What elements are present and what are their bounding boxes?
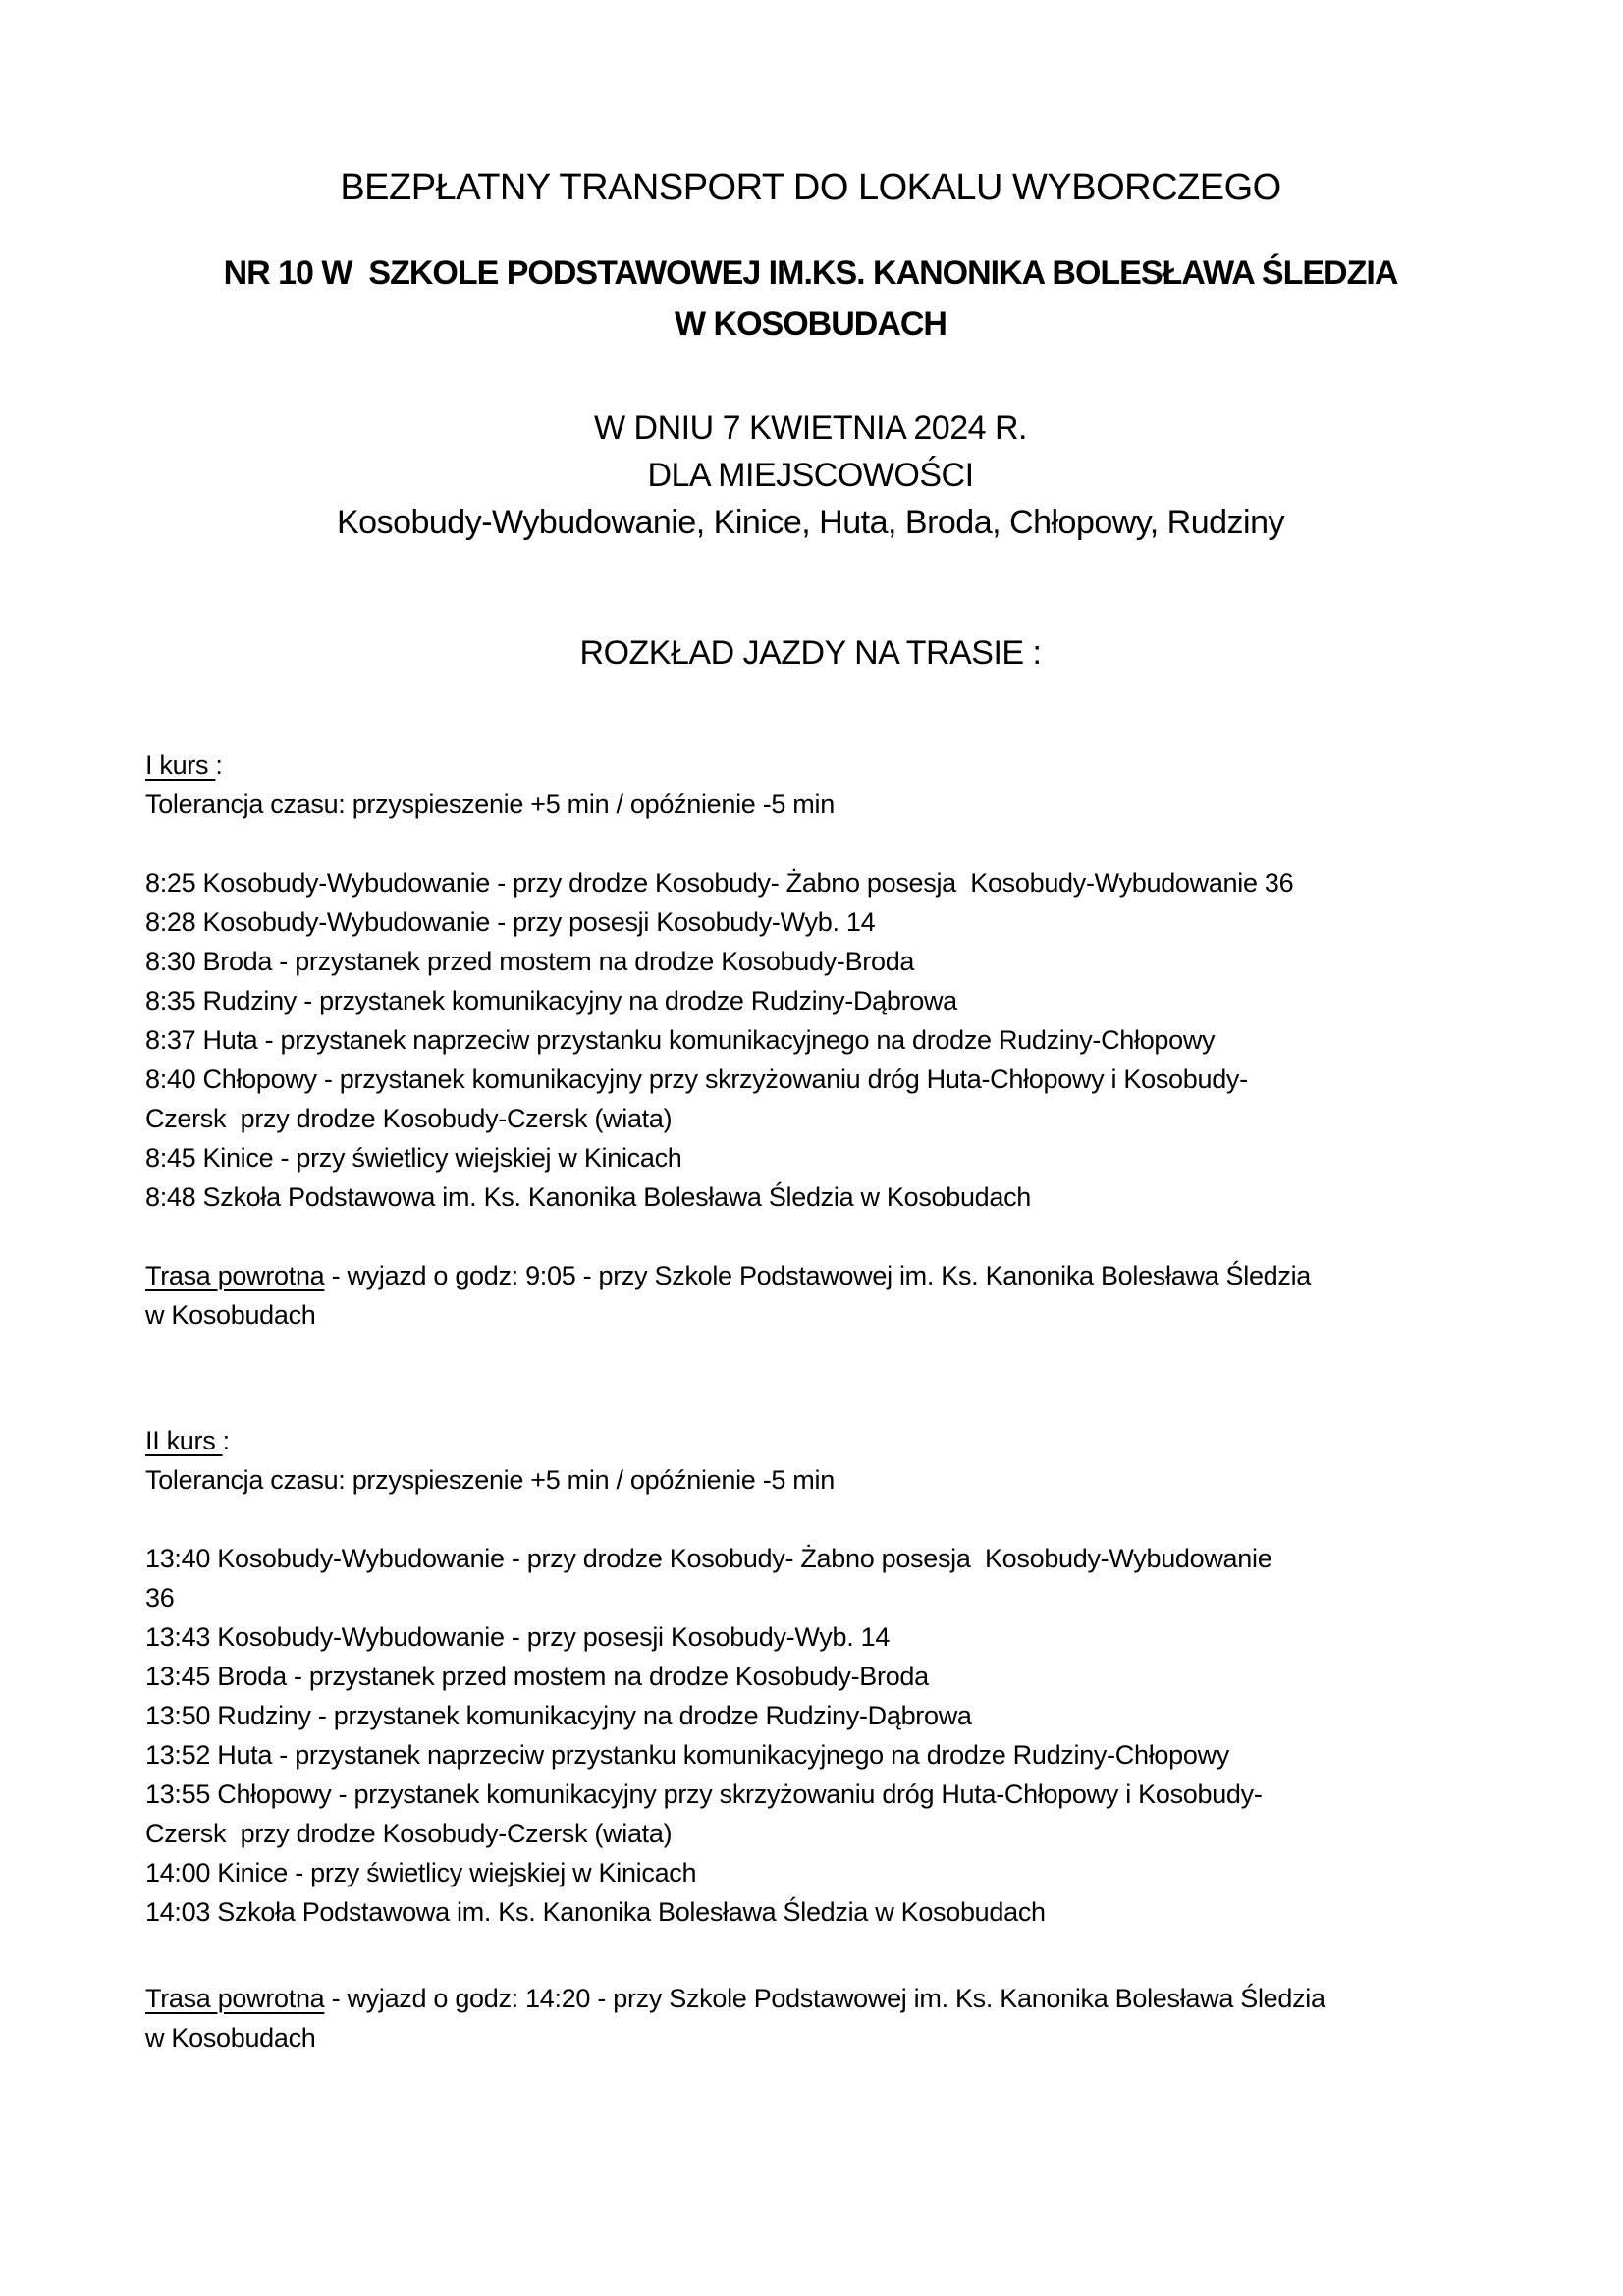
stop-line-wrap: 36 <box>145 1583 175 1613</box>
date-block <box>145 405 1476 546</box>
stop-line: 13:43 Kosobudy-Wybudowanie - przy posesji Kosobudy-Wyb. 14 <box>145 1622 891 1652</box>
polling-station-heading <box>145 247 1476 350</box>
stop-line: 8:45 Kinice - przy świetlicy wiejskiej w Kinicach <box>145 1143 682 1173</box>
stop-line: 8:40 Chłopowy - przystanek komunikacyjny przy skrzyżowaniu dróg Huta-Chłopowy i Kosobudy- <box>145 1065 1248 1094</box>
return-route-label: Trasa powrotna <box>145 1261 325 1290</box>
stop-line: 13:55 Chłopowy - przystanek komunikacyjny przy skrzyżowaniu dróg Huta-Chłopowy i Kosobudy- <box>145 1779 1263 1809</box>
stop-line: 14:03 Szkoła Podstawowa im. Ks. Kanonika Bolesława Śledzia w Kosobudach <box>145 1897 1046 1927</box>
localities-list-line: Kosobudy-Wybudowanie, Kinice, Huta, Broda, Chłopowy, Rudziny <box>336 504 1285 541</box>
stop-line: 8:35 Rudziny - przystanek komunikacyjny na drodze Rudziny-Dąbrowa <box>145 986 957 1015</box>
stop-line: 8:48 Szkoła Podstawowa im. Ks. Kanonika Bolesława Śledzia w Kosobudach <box>145 1182 1032 1212</box>
polling-station-heading-line-2: W KOSOBUDACH <box>675 305 947 343</box>
election-date-line: W DNIU 7 KWIETNIA 2024 R. <box>594 410 1027 447</box>
stop-line: 8:37 Huta - przystanek naprzeciw przystanku komunikacyjnego na drodze Rudziny-Chłopowy <box>145 1025 1216 1055</box>
blank-line <box>145 824 1476 863</box>
stop-line-wrap: Czersk przy drodze Kosobudy-Czersk (wiata) <box>145 1819 673 1848</box>
kurs-1-tolerance: Tolerancja czasu: przyspieszenie +5 min / opóźnienie -5 min <box>145 790 835 819</box>
blank-line <box>145 1500 1476 1539</box>
stop-line: 8:30 Broda - przystanek przed mostem na drodze Kosobudy-Broda <box>145 947 915 976</box>
section-kurs-2 <box>145 1421 1476 2057</box>
kurs-1-label-line <box>145 745 1476 785</box>
stop-line: 14:00 Kinice - przy świetlicy wiejskiej w Kinicach <box>145 1858 697 1887</box>
kurs-1-return-route <box>145 1256 1476 1335</box>
document-title: BEZPŁATNY TRANSPORT DO LOKALU WYBORCZEGO <box>340 167 1281 208</box>
stop-line: 13:45 Broda - przystanek przed mostem na drodze Kosobudy-Broda <box>145 1662 929 1691</box>
kurs-1-label-suffix: : <box>215 750 223 780</box>
kurs-2-label: II kurs <box>145 1426 223 1455</box>
return-route-text: - wyjazd o godz: 9:05 - przy Szkole Podstawowej im. Ks. Kanonika Bolesława Śledzia <box>324 1261 1311 1290</box>
kurs-2-label-line <box>145 1421 1476 1460</box>
section-kurs-1 <box>145 745 1476 1335</box>
return-route-text: - wyjazd o godz: 14:20 - przy Szkole Podstawowej im. Ks. Kanonika Bolesława Śledzia <box>324 1984 1325 2013</box>
kurs-2-tolerance: Tolerancja czasu: przyspieszenie +5 min / opóźnienie -5 min <box>145 1465 835 1495</box>
stop-line-wrap: Czersk przy drodze Kosobudy-Czersk (wiata) <box>145 1104 673 1133</box>
for-localities-line: DLA MIEJSCOWOŚCI <box>647 457 974 494</box>
kurs-2-return-route <box>145 1979 1476 2057</box>
return-route-line-1 <box>145 1256 1476 1295</box>
schedule-heading: ROZKŁAD JAZDY NA TRASIE : <box>579 634 1042 672</box>
polling-station-heading-line-1: NR 10 W SZKOLE PODSTAWOWEJ IM.KS. KANONIKA BOLESŁAWA ŚLEDZIA <box>223 254 1398 292</box>
return-route-line-2: w Kosobudach <box>145 1300 316 1330</box>
stop-line: 13:40 Kosobudy-Wybudowanie - przy drodze Kosobudy- Żabno posesja Kosobudy-Wybudowanie <box>145 1544 1272 1573</box>
stop-line: 13:52 Huta - przystanek naprzeciw przystanku komunikacyjnego na drodze Rudziny-Chłopowy <box>145 1740 1229 1770</box>
return-route-label: Trasa powrotna <box>145 1984 325 2013</box>
return-route-line-2: w Kosobudach <box>145 2023 316 2052</box>
stop-line: 13:50 Rudziny - przystanek komunikacyjny na drodze Rudziny-Dąbrowa <box>145 1701 972 1730</box>
kurs-2-label-suffix: : <box>222 1426 230 1455</box>
stop-line: 8:25 Kosobudy-Wybudowanie - przy drodze Kosobudy- Żabno posesja Kosobudy-Wybudowanie 36 <box>145 868 1294 898</box>
stop-line: 8:28 Kosobudy-Wybudowanie - przy posesji Kosobudy-Wyb. 14 <box>145 907 876 937</box>
return-route-line-1 <box>145 1979 1476 2018</box>
kurs-1-label: I kurs <box>145 750 216 780</box>
